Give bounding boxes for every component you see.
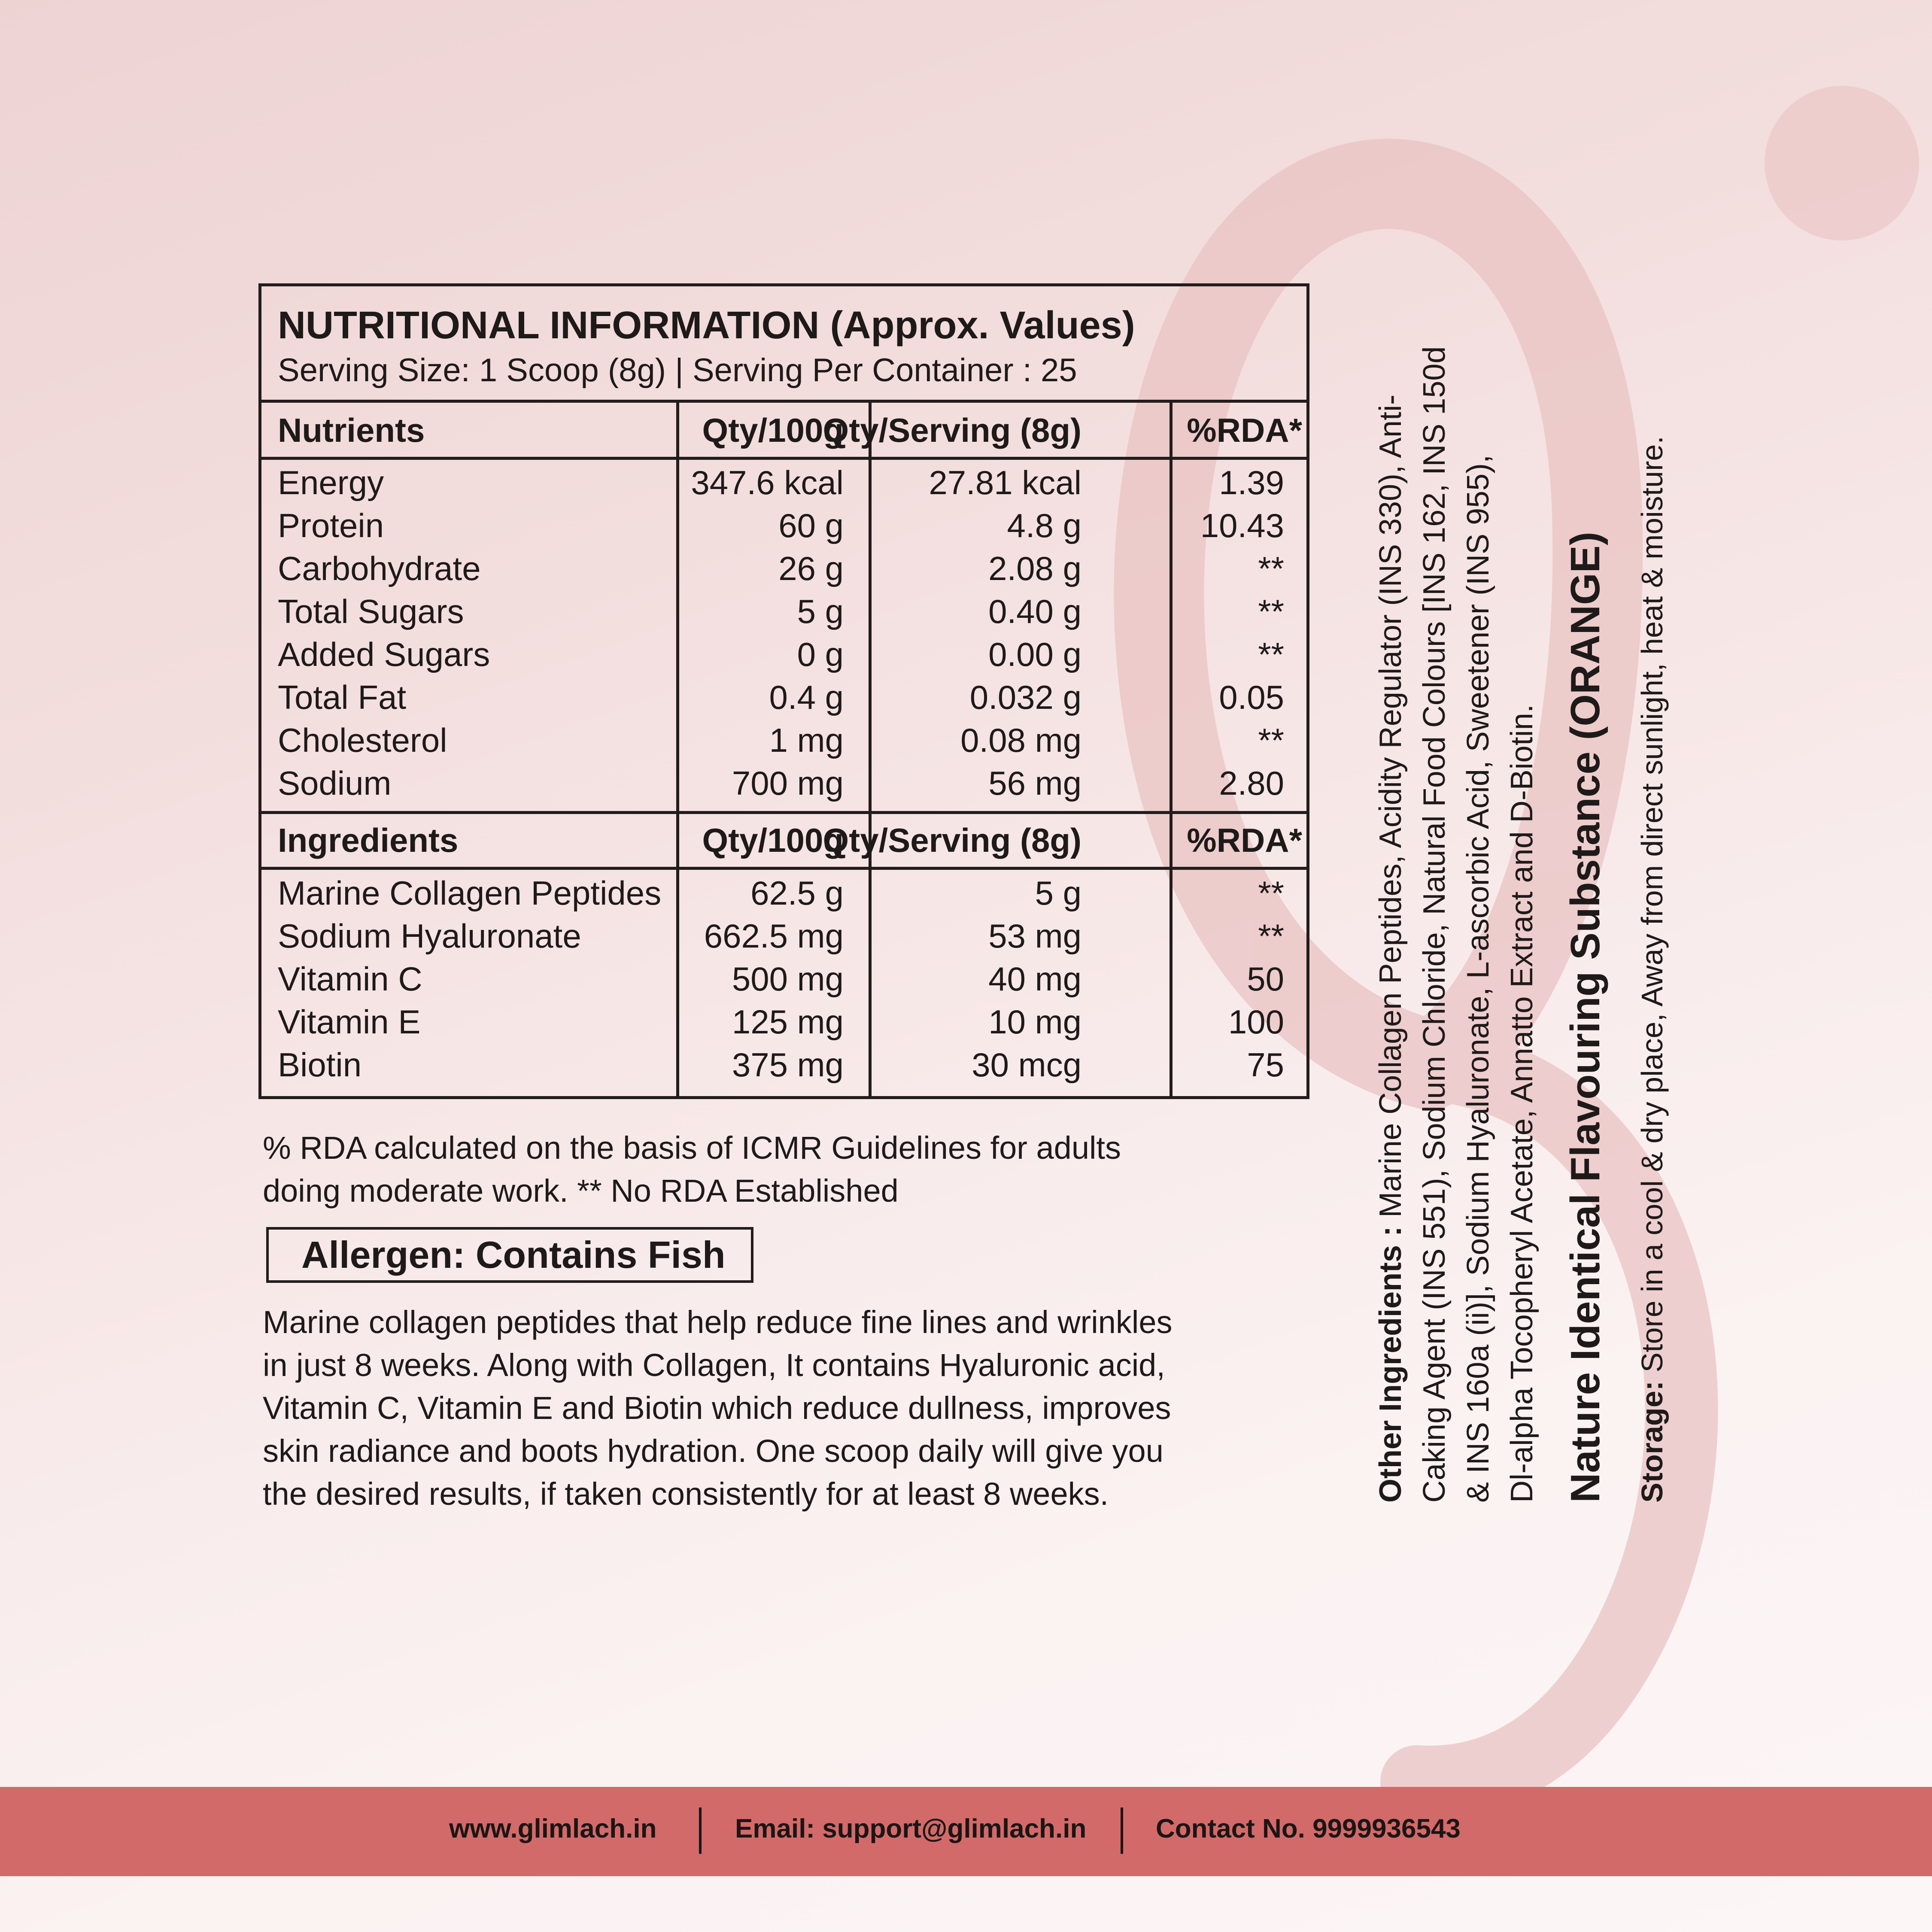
rda-value: 0.05 (1219, 678, 1284, 716)
header-rda: %RDA* (1187, 411, 1302, 449)
other-ingredients-line: & INS 160a (ii)], Sodium Hyaluronate, L-ascorbic Acid, Sweetener (INS 955), (1461, 454, 1495, 1503)
nutrient-row (261, 635, 1306, 678)
nutrient-row (261, 463, 1306, 506)
header-qty-100g: Qty/100g (702, 411, 844, 449)
serving-info: Serving Size: 1 Scoop (8g) | Serving Per Container : 25 (278, 352, 1077, 389)
ingredient-row (261, 960, 1306, 1002)
qty-100g: 662.5 mg (704, 917, 844, 955)
header-qty-100g: Qty/100g (702, 821, 844, 859)
other-ingredients-line: Dl-alpha Tocopheryl Acetate, Annatto Extract and D-Biotin. (1505, 704, 1539, 1503)
qty-100g: 125 mg (732, 1003, 844, 1041)
rda-value: 10.43 (1200, 507, 1284, 544)
nutrient-name: Carbohydrate (278, 550, 481, 587)
qty-serving: 53 mg (988, 917, 1081, 955)
description-line: in just 8 weeks. Along with Collagen, It contains Hyaluronic acid, (263, 1347, 1165, 1383)
nutrient-name: Energy (278, 464, 384, 501)
qty-100g: 347.6 kcal (691, 464, 844, 501)
nutrient-row (261, 506, 1306, 549)
email-link[interactable]: Email: support@glimlach.in (735, 1814, 1087, 1844)
nutrient-name: Total Fat (278, 678, 407, 716)
header-ingredients: Ingredients (278, 821, 459, 859)
rda-note-line: % RDA calculated on the basis of ICMR Guidelines for adults (263, 1130, 1121, 1166)
header-qty-serving: Qty/Serving (8g) (823, 411, 1081, 449)
rda-value: ** (1258, 874, 1284, 912)
rda-value: 50 (1247, 960, 1284, 998)
ingredient-row (261, 1002, 1306, 1045)
qty-100g: 5 g (797, 592, 844, 630)
description-line: the desired results, if taken consistently for at least 8 weeks. (263, 1476, 1109, 1512)
qty-serving: 30 mcg (972, 1046, 1081, 1084)
ingredient-row (261, 1045, 1306, 1088)
nutrient-row (261, 592, 1306, 635)
divider (261, 867, 1306, 870)
footer-separator (1121, 1807, 1123, 1854)
allergen-box: Allergen: Contains Fish (266, 1227, 753, 1283)
rda-value: ** (1258, 592, 1284, 630)
footer-separator (699, 1807, 702, 1854)
ingredient-name: Vitamin C (278, 960, 422, 998)
nutrient-name: Total Sugars (278, 592, 464, 630)
header-qty-serving: Qty/Serving (8g) (823, 821, 1081, 859)
description-line: Vitamin C, Vitamin E and Biotin which reduce dullness, improves (263, 1390, 1171, 1426)
nutrient-name: Cholesterol (278, 721, 447, 759)
other-ingredients-line: Caking Agent (INS 551), Sodium Chloride, Natural Food Colours [INS 162, INS 150d (1417, 346, 1452, 1503)
qty-serving: 2.08 g (988, 550, 1081, 587)
qty-100g: 60 g (778, 507, 844, 544)
rda-value: 1.39 (1219, 464, 1284, 501)
storage-text: Store in a cool & dry place, Away from direct sunlight, heat & moisture. (1635, 436, 1669, 1381)
qty-100g: 0 g (797, 635, 844, 673)
ingredient-name: Biotin (278, 1046, 362, 1084)
divider (261, 811, 1306, 814)
ingredient-name: Marine Collagen Peptides (278, 874, 662, 912)
divider (261, 457, 1306, 460)
storage-line (1635, 436, 1669, 1503)
rda-value: 75 (1247, 1046, 1284, 1084)
nutrient-row (261, 764, 1306, 807)
qty-100g: 1 mg (769, 721, 844, 759)
ingredient-row (261, 874, 1306, 917)
other-ingredients-label: Other Ingredients : (1373, 1226, 1408, 1503)
qty-100g: 62.5 g (750, 874, 844, 912)
qty-100g: 500 mg (732, 960, 844, 998)
qty-100g: 0.4 g (769, 678, 844, 716)
other-ingredients-text: Marine Collagen Peptides, Acidity Regulator (INS 330), Anti- (1373, 394, 1408, 1226)
rda-value: ** (1258, 550, 1284, 587)
product-description (263, 1301, 1173, 1516)
rda-note-line: doing moderate work. ** No RDA Established (263, 1173, 899, 1209)
website-link[interactable]: www.glimlach.in (449, 1814, 657, 1844)
nutrition-table (258, 283, 1309, 1099)
qty-100g: 700 mg (732, 764, 844, 802)
qty-serving: 0.08 mg (960, 721, 1081, 759)
header-rda: %RDA* (1187, 821, 1302, 859)
other-ingredients-line (1373, 395, 1408, 1503)
storage-label: Storage: (1635, 1381, 1669, 1503)
ingredient-name: Vitamin E (278, 1003, 421, 1041)
divider (261, 400, 1306, 403)
footer-bar (0, 1787, 1932, 1876)
nutrient-row (261, 549, 1306, 592)
contact-number[interactable]: Contact No. 9999936543 (1156, 1814, 1461, 1844)
qty-serving: 27.81 kcal (929, 464, 1081, 501)
flavour-label: Nature Identical Flavouring Substance (ORANGE) (1562, 532, 1608, 1503)
qty-serving: 40 mg (988, 960, 1081, 998)
rda-value: 2.80 (1219, 764, 1284, 802)
rda-value: 100 (1228, 1003, 1284, 1041)
ingredient-name: Sodium Hyaluronate (278, 917, 581, 955)
nutrient-row (261, 678, 1306, 721)
qty-serving: 56 mg (988, 764, 1081, 802)
qty-100g: 26 g (778, 550, 844, 587)
qty-serving: 0.032 g (969, 678, 1081, 716)
nutrient-row (261, 721, 1306, 764)
rda-value: ** (1258, 721, 1284, 759)
rda-value: ** (1258, 917, 1284, 955)
header-nutrients: Nutrients (278, 411, 425, 449)
qty-serving: 10 mg (988, 1003, 1081, 1041)
nutrient-name: Added Sugars (278, 635, 490, 673)
nutrient-name: Sodium (278, 764, 392, 802)
nutrition-title: NUTRITIONAL INFORMATION (Approx. Values) (278, 304, 1135, 347)
qty-serving: 0.40 g (988, 592, 1081, 630)
rda-value: ** (1258, 635, 1284, 673)
description-line: skin radiance and boots hydration. One scoop daily will give you (263, 1433, 1163, 1469)
qty-serving: 5 g (1035, 874, 1081, 912)
qty-serving: 0.00 g (988, 635, 1081, 673)
nutrient-name: Protein (278, 507, 384, 544)
description-line: Marine collagen peptides that help reduce fine lines and wrinkles (263, 1304, 1173, 1340)
qty-100g: 375 mg (732, 1046, 844, 1084)
qty-serving: 4.8 g (1007, 507, 1081, 544)
ingredient-row (261, 917, 1306, 960)
